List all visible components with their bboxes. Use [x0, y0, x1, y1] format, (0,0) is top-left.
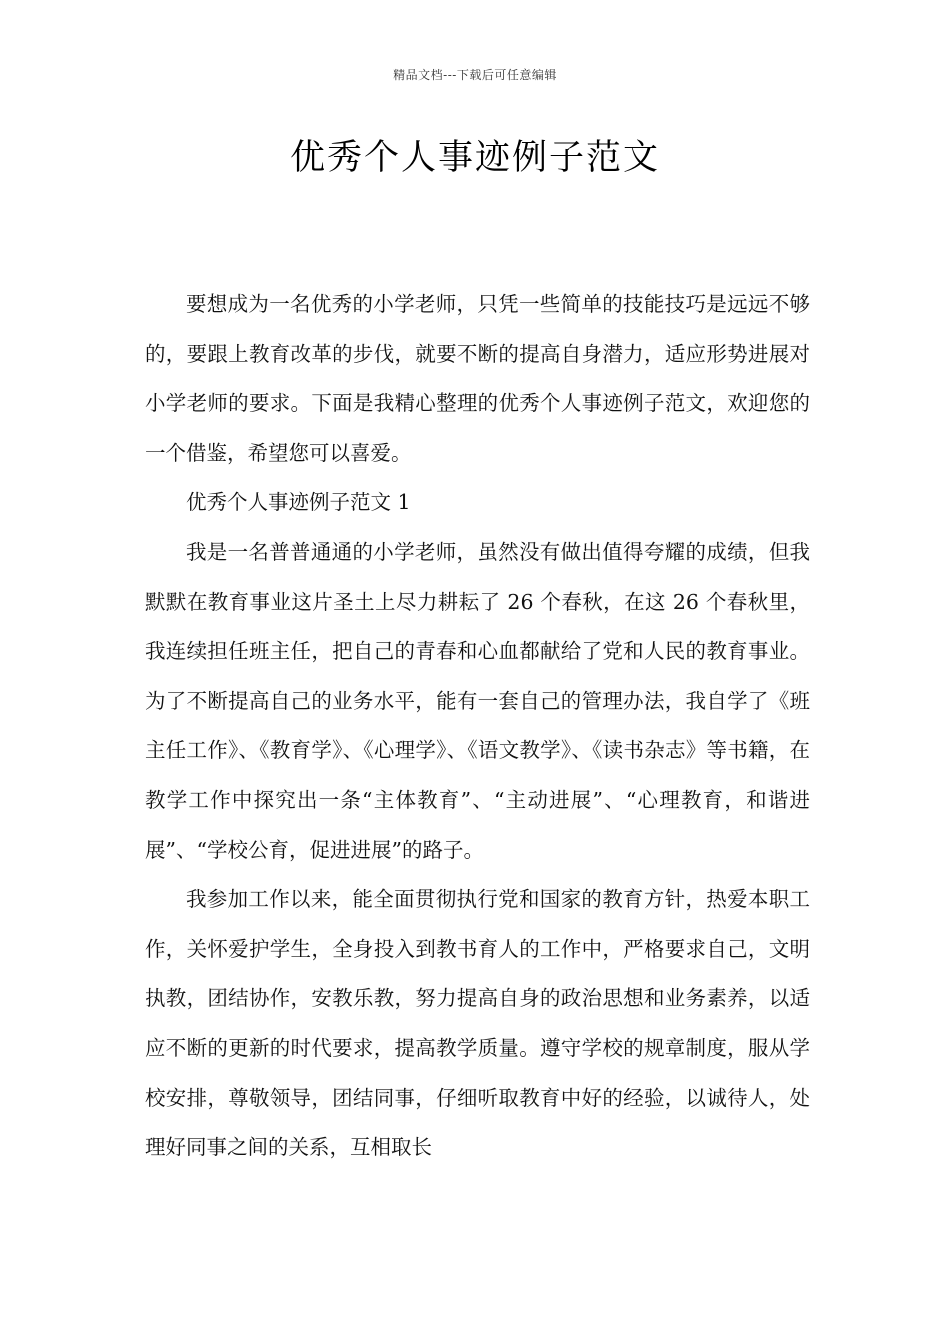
paragraph-1: 我是一名普普通通的小学老师，虽然没有做出值得夸耀的成绩，但我默默在教育事业这片圣土上尽力耕耘了 26 个春秋，在这 26 个春秋里，我连续担任班主任，把自己的青春和心血都献给了党和人民的教育事业。为了不断提高自己的业务水平，能有一套自己的管理办法，我自学了《班主任工作》、《教育学》、《心理学》、《语文教学》、《读书杂志》等书籍，在教学工作中探究出一条“主体教育”、“主动进展”、“心理教育，和谐进展”、“学校公育，促进进展”的路子。 [145, 539, 810, 862]
section-heading: 优秀个人事迹例子范文 1 [186, 490, 411, 515]
header-note: 精品文档---下载后可任意编辑 [393, 68, 557, 82]
document-title: 优秀个人事迹例子范文 [289, 138, 660, 178]
document-body [145, 280, 810, 1173]
paragraph-intro: 要想成为一名优秀的小学老师，只凭一些简单的技能技巧是远远不够的，要跟上教育改革的步伐，就要不断的提高自身潜力，适应形势进展对小学老师的要求。下面是我精心整理的优秀个人事迹例子范文，欢迎您的一个借鉴，希望您可以喜爱。 [145, 292, 810, 465]
paragraph-2: 我参加工作以来，能全面贯彻执行党和国家的教育方针，热爱本职工作，关怀爱护学生，全身投入到教书育人的工作中，严格要求自己，文明执教，团结协作，安教乐教，努力提高自身的政治思想和业务素养，以适应不断的更新的时代要求，提高教学质量。遵守学校的规章制度，服从学校安排，尊敬领导，团结同事，仔细听取教育中好的经验，以诚待人，处理好同事之间的关系，互相取长 [145, 887, 810, 1160]
